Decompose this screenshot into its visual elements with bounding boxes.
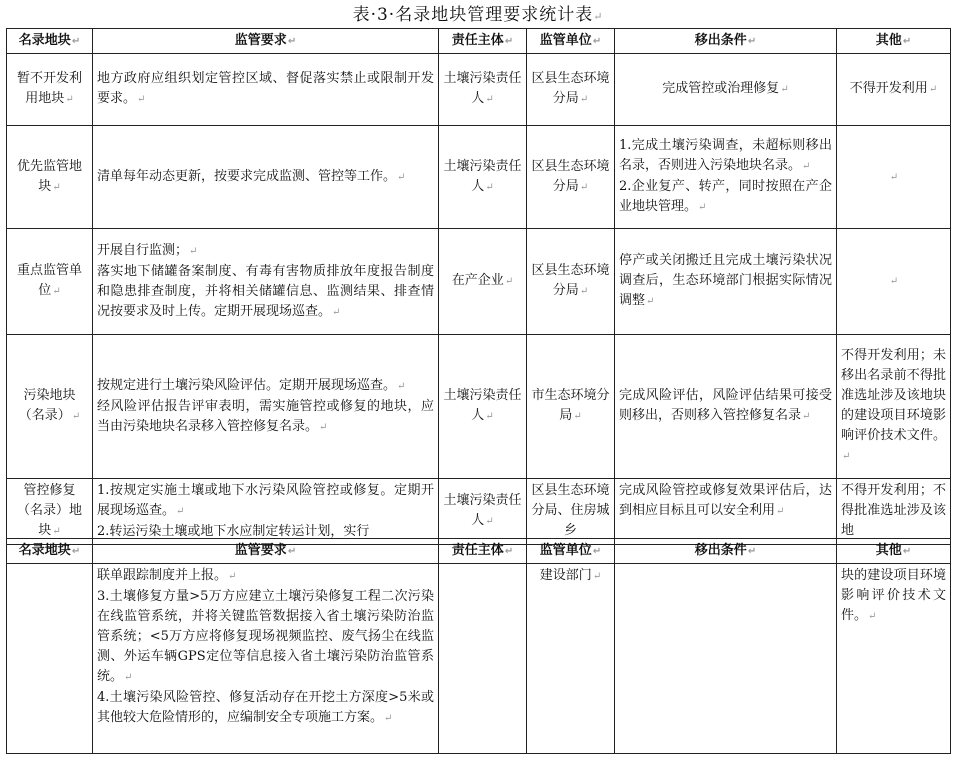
cell-responsible: 土壤污染责任人↵: [439, 335, 527, 479]
cell-removal: 完成风险管控或修复效果评估后，达到相应目标且可以安全利用↵: [615, 479, 837, 545]
header-removal: 移出条件↵: [615, 539, 837, 564]
cell-responsible: 土壤污染责任人↵: [439, 126, 527, 229]
cell-removal: 停产或关闭搬迁且完成土壤污染状况调查后，生态环境部门根据实际情况调整↵: [615, 229, 837, 335]
cell-responsible: 土壤污染责任人↵: [439, 479, 527, 545]
table-row: [7, 229, 951, 335]
table-header-row: [7, 539, 951, 564]
cell-supervisor: 区县生态环境分局↵: [527, 54, 615, 126]
cell-category: 优先监管地块↵: [7, 126, 93, 229]
table-title-text: 表·3·名录地块管理要求统计表: [352, 5, 594, 25]
table-row: [7, 335, 951, 479]
header-category: 名录地块↵: [7, 29, 93, 54]
cell-responsible: 在产企业↵: [439, 229, 527, 335]
cell-other: 不得开发利用；未移出名录前不得批准选址涉及该地块的建设项目环境影响评价技术文件。↵: [837, 335, 951, 479]
requirements-table-continued: [6, 538, 951, 754]
cell-requirements: 按规定进行土壤污染风险评估。定期开展现场巡查。↵ 经风险评估报告评审表明，需实施管控或修复的地块，应当由污染地块名录移入管控修复名录。↵: [93, 335, 439, 479]
header-responsible: 责任主体↵: [439, 539, 527, 564]
cell-other: 不得开发利用；不得批准选址涉及该地: [837, 479, 951, 545]
table-row: [7, 479, 951, 545]
table-title: 表·3·名录地块管理要求统计表↵: [352, 5, 604, 25]
cell-responsible: 土壤污染责任人↵: [439, 54, 527, 126]
cell-other: 不得开发利用↵: [837, 54, 951, 126]
cell-category: 管控修复（名录）地块↵: [7, 479, 93, 545]
cell-supervisor: 区县生态环境分局、住房城乡: [527, 479, 615, 545]
header-other: 其他↵: [837, 29, 951, 54]
cell-requirements: 1.按规定实施土壤或地下水污染风险管控或修复。定期开展现场巡查。↵ 2.转运污染土壤或地下水应制定转运计划，实行: [93, 479, 439, 545]
cell-other: ↵: [837, 126, 951, 229]
cell-requirements: 开展自行监测；↵ 落实地下储罐备案制度、有毒有害物质排放年度报告制度和隐患排查制度，并将相关储罐信息、监测结果、排查情况按要求及时上传。定期开展现场巡查。↵: [93, 229, 439, 335]
header-requirements: 监管要求↵: [93, 29, 439, 54]
cell-supervisor: 市生态环境分局↵: [527, 335, 615, 479]
cell-supervisor: 区县生态环境分局↵: [527, 126, 615, 229]
table-row: [7, 564, 951, 754]
header-supervisor: 监管单位↵: [527, 29, 615, 54]
cell-requirements: 地方政府应组织划定管控区域、督促落实禁止或限制开发要求。↵: [93, 54, 439, 126]
cell-requirements: 联单跟踪制度并上报。↵ 3.土壤修复方量>5万方应建立土壤污染修复工程二次污染在线监管系统，并将关键监管数据接入省土壤污染防治监管系统；<5万方应将修复现场视频监控、废气扬尘在线监测、外运车辆GPS定位等信息接入省土壤污染防治监管系统。↵ 4.土壤污染风险管控、修复活动存在开挖土方深度>5米或其他较大危险情形的，应编制安全专项施工方案。↵: [93, 564, 439, 754]
header-responsible: 责任主体↵: [439, 29, 527, 54]
header-other: 其他↵: [837, 539, 951, 564]
cell-category: 重点监管单位↵: [7, 229, 93, 335]
cell-responsible: [439, 564, 527, 754]
cell-supervisor: 建设部门↵: [527, 564, 615, 754]
cell-removal: 完成管控或治理修复↵: [615, 54, 837, 126]
cell-category: 暂不开发利用地块↵: [7, 54, 93, 126]
header-category: 名录地块↵: [7, 539, 93, 564]
cell-other: 块的建设项目环境影响评价技术文件。↵: [837, 564, 951, 754]
header-supervisor: 监管单位↵: [527, 539, 615, 564]
cell-other: ↵: [837, 229, 951, 335]
table-row: [7, 54, 951, 126]
cell-category: 污染地块（名录）↵: [7, 335, 93, 479]
table-row: [7, 126, 951, 229]
cell-removal: 1.完成土壤污染调查，未超标则移出名录，否则进入污染地块名录。↵ 2.企业复产、转产，同时按照在产企业地块管理。↵: [615, 126, 837, 229]
header-requirements: 监管要求↵: [93, 539, 439, 564]
cell-category: [7, 564, 93, 754]
requirements-table: [6, 28, 951, 545]
cell-removal: [615, 564, 837, 754]
cell-removal: 完成风险评估，风险评估结果可接受则移出，否则移入管控修复名录↵: [615, 335, 837, 479]
cell-requirements: 清单每年动态更新，按要求完成监测、管控等工作。↵: [93, 126, 439, 229]
table-header-row: [7, 29, 951, 54]
cell-supervisor: 区县生态环境分局↵: [527, 229, 615, 335]
header-removal: 移出条件↵: [615, 29, 837, 54]
